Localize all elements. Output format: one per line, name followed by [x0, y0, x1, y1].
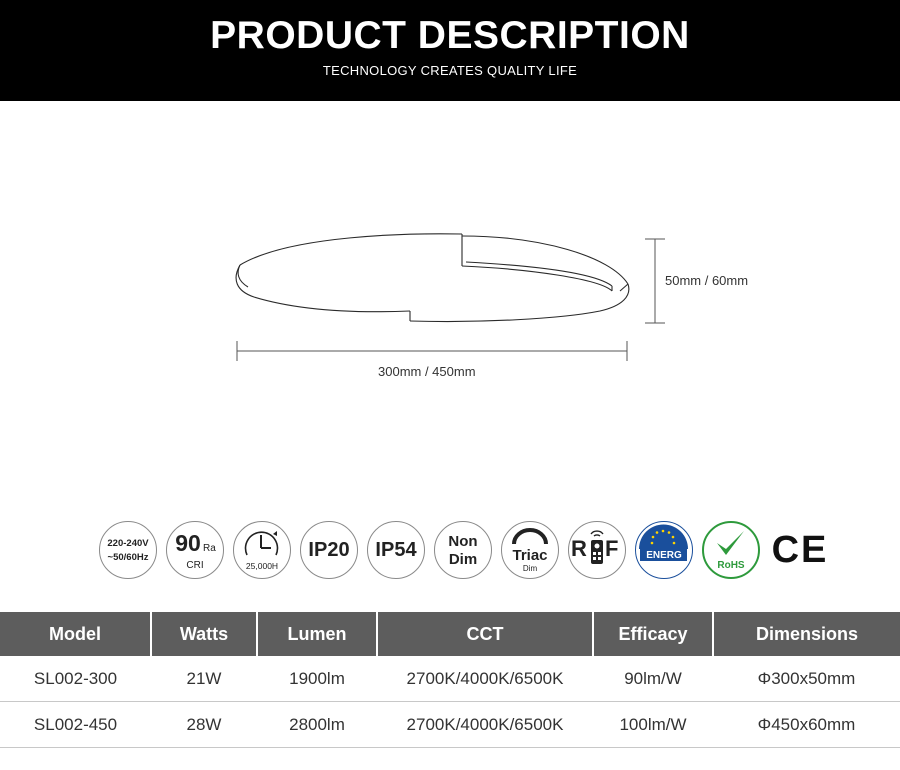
- page-subtitle: TECHNOLOGY CREATES QUALITY LIFE: [322, 63, 578, 78]
- rf-remote-icon: [568, 521, 626, 579]
- column-header-efficacy: Efficacy: [593, 612, 713, 656]
- rf-letter-r: R: [571, 536, 587, 561]
- height-dimension-label: 50mm / 60mm: [665, 273, 749, 288]
- cell-efficacy: 100lm/W: [593, 702, 713, 748]
- column-header-cct: CCT: [377, 612, 593, 656]
- table-header-row: [0, 612, 900, 656]
- rohs-check-icon: [704, 523, 758, 563]
- cri-unit: Ra: [203, 543, 216, 554]
- feature-icons-row: [99, 521, 829, 579]
- energy-label: ENERG: [646, 550, 682, 561]
- ip20-label: IP20: [308, 539, 350, 561]
- remote-control-icon: [587, 528, 607, 568]
- rohs-label: RoHS: [717, 560, 745, 571]
- column-header-model: Model: [0, 612, 151, 656]
- column-header-watts: Watts: [151, 612, 257, 656]
- cell-lumen: 1900lm: [257, 656, 377, 702]
- non-dim-icon: [434, 521, 492, 579]
- header-banner: [0, 0, 900, 101]
- voltage-line1: 220-240V: [107, 538, 149, 549]
- triac-label: Triac: [512, 547, 548, 564]
- cell-cct: 2700K/4000K/6500K: [377, 656, 593, 702]
- ring-top-left-edge: [240, 234, 462, 265]
- non-dim-line2: Dim: [448, 551, 478, 568]
- ip54-label: IP54: [375, 539, 417, 561]
- cri-value: 90: [175, 530, 201, 556]
- cell-dimensions: Φ450x60mm: [713, 702, 900, 748]
- cri-label: CRI: [186, 560, 204, 571]
- cell-dimensions: Φ300x50mm: [713, 656, 900, 702]
- product-drawing: [0, 101, 900, 511]
- clock-icon: [233, 521, 291, 579]
- ip54-icon: [367, 521, 425, 579]
- table-row: [0, 702, 900, 748]
- clock-face-icon: [234, 522, 289, 562]
- cell-lumen: 2800lm: [257, 702, 377, 748]
- cell-watts: 28W: [151, 702, 257, 748]
- cell-watts: 21W: [151, 656, 257, 702]
- width-dimension-label: 300mm / 450mm: [378, 364, 476, 379]
- non-dim-line1: Non: [448, 533, 478, 550]
- triac-dim-icon: [501, 521, 559, 579]
- voltage-icon: [99, 521, 157, 579]
- lifetime-label: 25,000H: [245, 561, 279, 571]
- rf-letter-f: F: [605, 536, 619, 561]
- voltage-line2: ~50/60Hz: [107, 552, 149, 563]
- lamp-outline: [0, 101, 900, 511]
- ring-top-right-edge: [462, 236, 628, 284]
- triac-sub-label: Dim: [522, 564, 538, 573]
- cri-icon: [166, 521, 224, 579]
- cell-model: SL002-300: [0, 656, 151, 702]
- ring-left-body: [236, 265, 410, 312]
- column-header-lumen: Lumen: [257, 612, 377, 656]
- table-row: [0, 656, 900, 702]
- cell-model: SL002-450: [0, 702, 151, 748]
- ip20-icon: [300, 521, 358, 579]
- rohs-icon: [702, 521, 760, 579]
- ce-mark-icon: [771, 527, 829, 573]
- spec-table: [0, 612, 900, 748]
- cell-efficacy: 90lm/W: [593, 656, 713, 702]
- page-title: PRODUCT DESCRIPTION: [210, 14, 690, 57]
- column-header-dimensions: Dimensions: [713, 612, 900, 656]
- ce-label: CE: [771, 529, 829, 571]
- cell-cct: 2700K/4000K/6500K: [377, 702, 593, 748]
- energy-label-icon: [635, 521, 693, 579]
